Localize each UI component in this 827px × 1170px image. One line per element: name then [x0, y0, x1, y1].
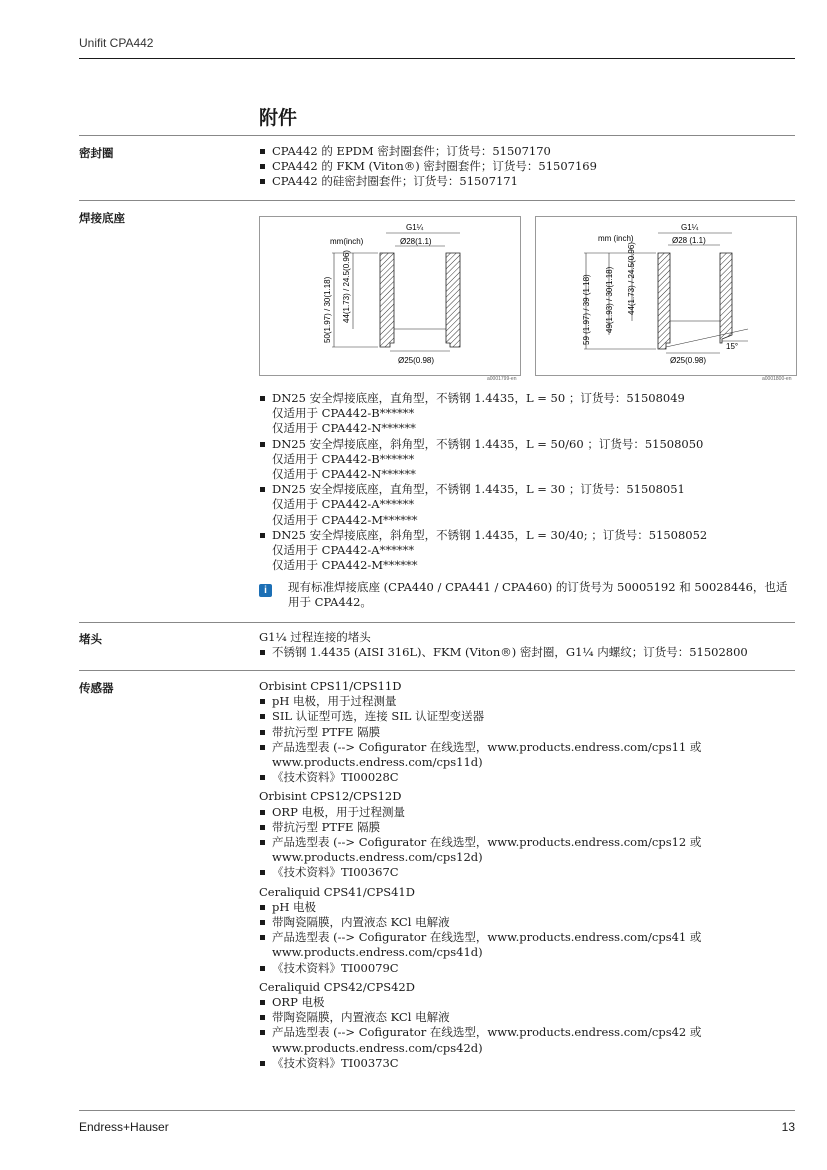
sensors-content	[259, 679, 795, 1075]
divider	[79, 670, 795, 671]
sensor-group	[259, 679, 795, 785]
height-mid-label: 49(1.93) / 30(1.18)	[605, 266, 614, 333]
page-number: 13	[781, 1120, 795, 1134]
unit-label: mm (inch)	[598, 234, 634, 243]
sensor-title: Ceraliquid CPS42/CPS42D	[259, 979, 415, 994]
list-item: 带陶瓷隔膜，内置液态 KCl 电解液	[259, 915, 795, 930]
list-item: 不锈钢 1.4435 (AISI 316L)、FKM (Viton®) 密封圈，G1¼ 内螺纹；订货号：51502800	[259, 645, 795, 660]
list-item: 《技术资料》TI00079C	[259, 961, 795, 976]
socket-wall-left	[380, 253, 394, 347]
list-item: 产品选型表 (--> Cofigurator 在线选型，www.products.endress.com/cps41 或 www.products.endress.com/cps41d)	[259, 930, 795, 960]
angle-label: 15°	[726, 342, 739, 351]
sensor-group	[259, 980, 795, 1071]
sensor-group	[259, 885, 795, 976]
figure-code: a0001800-en	[762, 376, 792, 382]
list-item: SIL 认证型可选，连接 SIL 认证型变送器	[259, 709, 795, 724]
socket-wall-left	[658, 253, 670, 349]
sensor-title: Ceraliquid CPS41/CPS41D	[259, 884, 415, 899]
top-diameter-label: Ø28 (1.1)	[672, 236, 706, 245]
list-item: 带抗污型 PTFE 隔膜	[259, 725, 795, 740]
list-item: CPA442 的 EPDM 密封圈套件；订货号：51507170	[259, 144, 795, 159]
list-item: CPA442 的 FKM (Viton®) 密封圈套件；订货号：51507169	[259, 159, 795, 174]
info-note: 现有标准焊接底座 (CPA440 / CPA441 / CPA460) 的订货号为 50005192 和 50028446，也适用于 CPA442。	[288, 580, 788, 610]
height-inner-label: 44(1.73) / 24.5(0.96)	[342, 250, 351, 323]
item-text: DN25 安全焊接底座，斜角型，不锈钢 1.4435，L = 30/40; ；订货号：51508052	[272, 527, 708, 542]
socket-wall-right	[720, 253, 732, 343]
bottom-diameter-label: Ø25(0.98)	[670, 356, 707, 365]
list-item: pH 电极	[259, 900, 795, 915]
weld-drawing-angled	[536, 217, 796, 375]
item-text: DN25 安全焊接底座，直角型，不锈钢 1.4435，L = 30 ；订货号：51508051	[272, 482, 685, 497]
figure-code: a0001799-en	[487, 376, 517, 382]
sensor-group	[259, 789, 795, 880]
item-note: 仅适用于 CPA442-N******	[272, 467, 416, 482]
list-item	[259, 528, 795, 574]
footer-rule	[79, 1110, 795, 1111]
weld-figure-angled	[535, 216, 797, 376]
list-item: pH 电极，用于过程测量	[259, 694, 795, 709]
item-note: 仅适用于 CPA442-A******	[272, 543, 415, 558]
bottom-diameter-label: Ø25(0.98)	[398, 356, 435, 365]
list-item	[259, 482, 795, 528]
sensor-title: Orbisint CPS12/CPS12D	[259, 789, 402, 804]
weld-drawing-straight	[260, 217, 520, 375]
height-inner-label: 44(1.73) / 24.5(0.96)	[627, 242, 636, 315]
sensor-title: Orbisint CPS11/CPS11D	[259, 679, 402, 693]
item-note: 仅适用于 CPA442-N******	[272, 421, 416, 436]
seals-label: 密封圈	[79, 146, 114, 160]
item-text: DN25 安全焊接底座，斜角型，不锈钢 1.4435，L = 50/60 ；订货号：51508050	[272, 436, 704, 451]
plug-content	[259, 630, 795, 660]
seals-content	[259, 144, 795, 190]
thread-label: G1¼	[681, 223, 699, 232]
divider	[79, 622, 795, 623]
section-title: 附件	[259, 108, 298, 129]
item-text: DN25 安全焊接底座，直角型，不锈钢 1.4435，L = 50 ；订货号：51508049	[272, 391, 685, 405]
top-diameter-label: Ø28(1.1)	[400, 237, 432, 246]
header-rule	[79, 58, 795, 59]
socket-wall-right	[446, 253, 460, 347]
weld-label: 焊接底座	[79, 211, 125, 225]
footer-company: Endress+Hauser	[79, 1120, 169, 1134]
height-total-label: 59 (1.97) / 39 (1.18)	[582, 274, 591, 345]
list-item: 产品选型表 (--> Cofigurator 在线选型，www.products.endress.com/cps42 或 www.products.endress.com/cps42d)	[259, 1025, 795, 1055]
list-item: ORP 电极	[259, 995, 795, 1010]
plug-intro: G1¼ 过程连接的堵头	[259, 630, 371, 644]
divider	[79, 135, 795, 136]
item-note: 仅适用于 CPA442-B******	[272, 406, 415, 421]
list-item: 《技术资料》TI00367C	[259, 865, 795, 880]
list-item: CPA442 的硅密封圈套件；订货号：51507171	[259, 174, 795, 189]
list-item: 产品选型表 (--> Cofigurator 在线选型，www.products.endress.com/cps11 或 www.products.endress.com/cps11d)	[259, 740, 795, 770]
divider	[79, 200, 795, 201]
weld-figure-straight	[259, 216, 521, 376]
item-note: 仅适用于 CPA442-B******	[272, 451, 415, 466]
list-item: 带抗污型 PTFE 隔膜	[259, 820, 795, 835]
list-item: 《技术资料》TI00028C	[259, 770, 795, 785]
info-icon: i	[259, 584, 272, 597]
height-total-label: 50(1.97) / 30(1.18)	[323, 276, 332, 343]
item-note: 仅适用于 CPA442-A******	[272, 497, 415, 512]
list-item: 带陶瓷隔膜，内置液态 KCl 电解液	[259, 1010, 795, 1025]
list-item: 《技术资料》TI00373C	[259, 1056, 795, 1071]
item-note: 仅适用于 CPA442-M******	[272, 558, 418, 573]
unit-label: mm(inch)	[330, 237, 364, 246]
item-note: 仅适用于 CPA442-M******	[272, 512, 418, 527]
list-item	[259, 391, 795, 437]
header-title: Unifit CPA442	[79, 36, 154, 50]
plug-label: 堵头	[79, 632, 102, 646]
list-item: ORP 电极，用于过程测量	[259, 805, 795, 820]
sensors-label: 传感器	[79, 681, 114, 695]
list-item: 产品选型表 (--> Cofigurator 在线选型，www.products.endress.com/cps12 或 www.products.endress.com/cps12d)	[259, 835, 795, 865]
thread-label: G1¼	[406, 223, 424, 232]
list-item	[259, 437, 795, 483]
weld-list	[259, 391, 795, 573]
